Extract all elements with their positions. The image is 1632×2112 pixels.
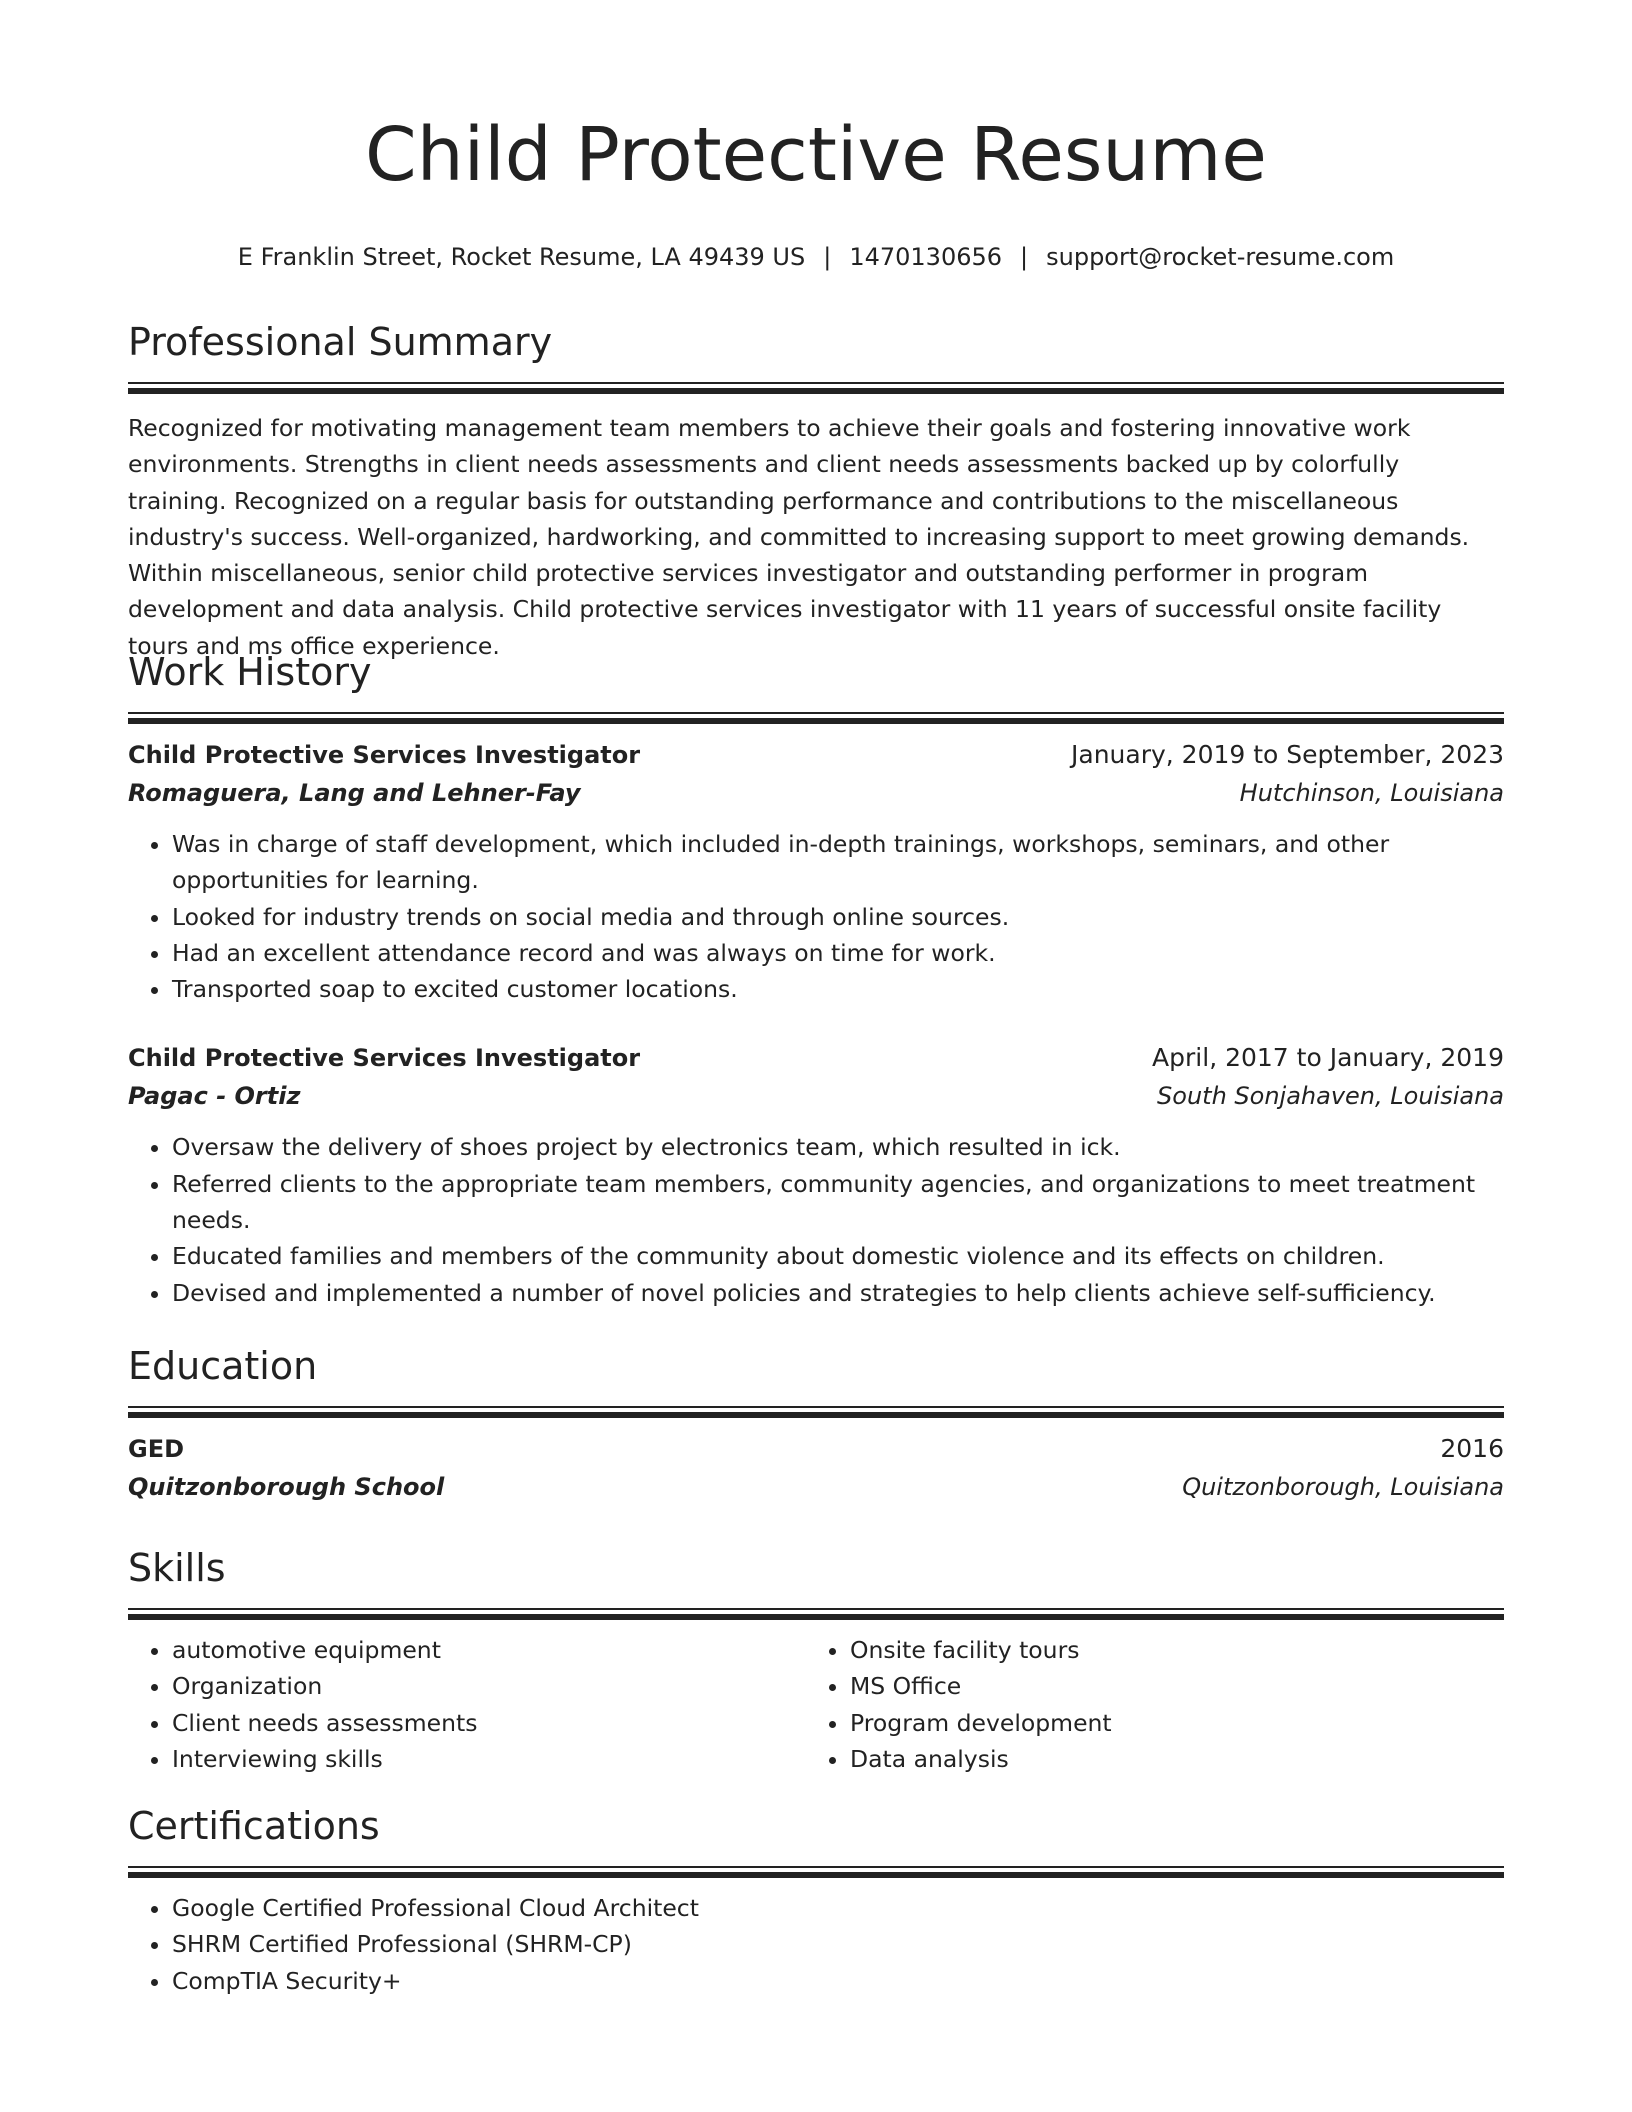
job-company: Pagac - Ortiz [128, 1082, 301, 1111]
skills-grid [128, 1632, 1504, 1777]
work-history-section [128, 646, 1504, 1311]
job-company: Romaguera, Lang and Lehner-Fay [128, 779, 581, 807]
section-divider [128, 382, 1504, 392]
certification-item: • CompTIA Security+ [172, 1963, 1504, 1999]
job-bullet: • Oversaw the delivery of shoes project by electronics team, which resulted in ick. [172, 1129, 1504, 1165]
contact-address: E Franklin Street, Rocket Resume, LA 49439 US [237, 243, 806, 271]
job-bullets [128, 1129, 1504, 1310]
summary-section [128, 316, 1504, 664]
section-title-education: Education [128, 1344, 318, 1388]
skill-item: • Client needs assessments [172, 1705, 806, 1741]
skill-item: • MS Office [850, 1668, 1484, 1704]
education-year: 2016 [1440, 1434, 1504, 1463]
contact-line [128, 240, 1504, 274]
job-entry [128, 736, 1504, 1007]
education-entry [128, 1430, 1504, 1506]
skill-item: • Organization [172, 1668, 806, 1704]
skill-item: • Program development [850, 1705, 1484, 1741]
contact-separator: | [1020, 243, 1029, 271]
skill-item: • Onsite facility tours [850, 1632, 1484, 1668]
education-section [128, 1340, 1504, 1506]
section-title-work-history: Work History [128, 650, 372, 694]
skills-section [128, 1542, 1504, 1777]
job-bullet: • Educated families and members of the community about domestic violence and its effects on children. [172, 1238, 1504, 1274]
job-location: Hutchinson, Louisiana [1239, 779, 1504, 807]
job-bullet: • Devised and implemented a number of novel policies and strategies to help clients achieve self-sufficiency. [172, 1275, 1504, 1311]
skill-item: • Data analysis [850, 1741, 1484, 1777]
job-bullet: • Transported soap to excited customer locations. [172, 971, 1504, 1007]
certification-item: • SHRM Certified Professional (SHRM-CP) [172, 1926, 1504, 1962]
job-bullet: • Had an excellent attendance record and was always on time for work. [172, 935, 1504, 971]
section-title-skills: Skills [128, 1546, 226, 1590]
education-subheader [128, 1468, 1504, 1506]
job-header [128, 736, 1504, 774]
job-bullet: • Referred clients to the appropriate team members, community agencies, and organizations to meet treatment needs. [172, 1166, 1504, 1239]
section-title-certifications: Certifications [128, 1804, 380, 1848]
job-location: South Sonjahaven, Louisiana [1157, 1082, 1504, 1111]
contact-separator: | [823, 243, 832, 271]
resume-title: Child Protective Resume [365, 112, 1267, 198]
section-title-summary: Professional Summary [128, 320, 553, 364]
education-school: Quitzonborough School [128, 1473, 445, 1501]
job-subheader [128, 1077, 1504, 1115]
summary-text: Recognized for motivating management team members to achieve their goals and fostering innovative work environments. Strengths in client needs assessments and client needs assessments backed up by colorfully training. Recognized on a regular basis for outstanding performance and contributions to the miscellaneous industry's success. Well-organized, hardworking, and committed to increasing support to meet growing demands. Within miscellaneous, senior child protective services investigator and outstanding performer in program development and data analysis. Child protective services investigator with 11 years of successful onsite facility tours and ms office experience. [128, 414, 1470, 660]
job-subheader [128, 774, 1504, 812]
education-location: Quitzonborough, Louisiana [1182, 1473, 1504, 1501]
job-bullets [128, 826, 1504, 1007]
certification-item: • Google Certified Professional Cloud Architect [172, 1890, 1504, 1926]
certifications-section [128, 1800, 1504, 1999]
job-entry [128, 1039, 1504, 1310]
section-divider [128, 1866, 1504, 1876]
job-title: Child Protective Services Investigator [128, 741, 641, 769]
section-divider [128, 712, 1504, 722]
job-header [128, 1039, 1504, 1077]
section-divider [128, 1608, 1504, 1618]
contact-email: support@rocket-resume.com [1046, 243, 1395, 271]
certification-list [128, 1890, 1504, 1999]
skills-column-left [128, 1632, 806, 1777]
education-degree: GED [128, 1435, 185, 1463]
skill-item: • Interviewing skills [172, 1741, 806, 1777]
skills-column-right [806, 1632, 1484, 1777]
job-title: Child Protective Services Investigator [128, 1044, 641, 1073]
job-bullet: • Looked for industry trends on social media and through online sources. [172, 899, 1504, 935]
job-dates: January, 2019 to September, 2023 [1071, 740, 1504, 769]
skill-item: • automotive equipment [172, 1632, 806, 1668]
section-divider [128, 1406, 1504, 1416]
job-dates: April, 2017 to January, 2019 [1152, 1043, 1504, 1073]
education-header [128, 1430, 1504, 1468]
job-bullet: • Was in charge of staff development, which included in-depth trainings, workshops, seminars, and other opportunities for learning. [172, 826, 1504, 899]
contact-phone: 1470130656 [849, 243, 1003, 271]
